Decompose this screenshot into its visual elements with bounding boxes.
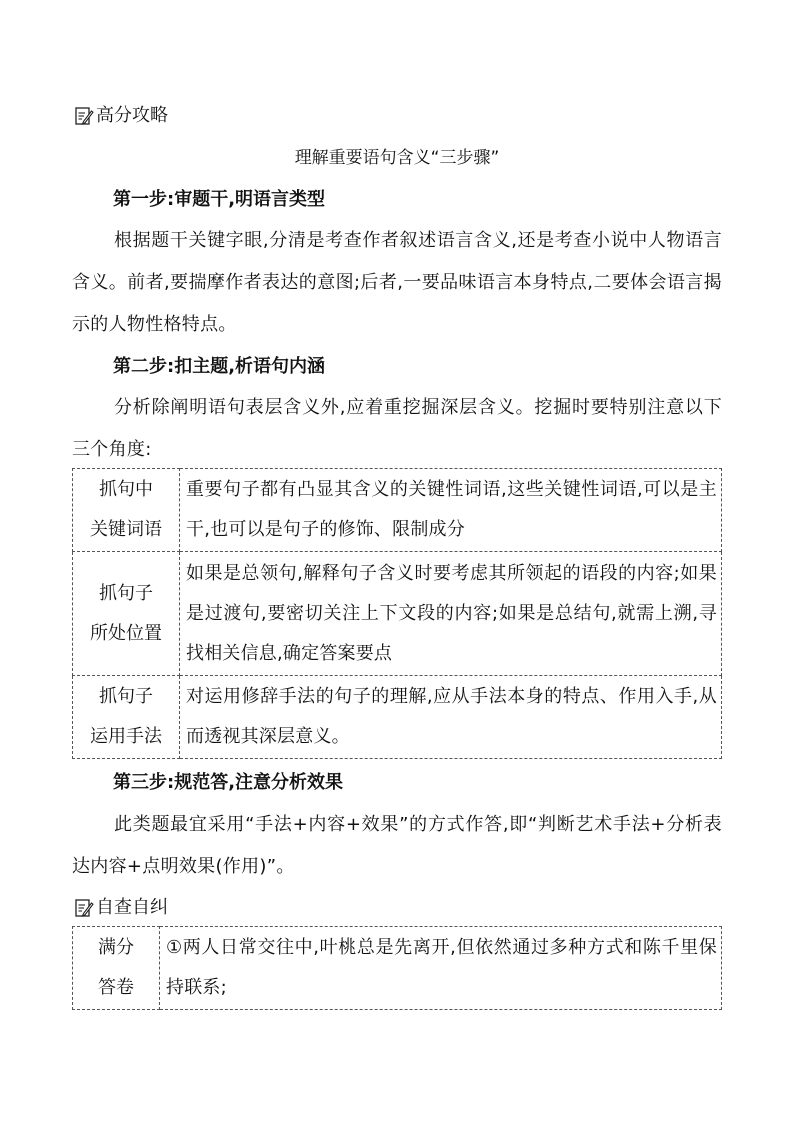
table-row-label [73,552,180,676]
label-line-2: 运用手法 [90,726,162,747]
label-line-1: 抓句中 [99,479,153,500]
analysis-angles-table [72,468,722,759]
table-row [73,469,722,552]
table-row [73,552,722,676]
table-row-content: 重要句子都有凸显其含义的关键性词语,这些关键性词语,可以是主干,也可以是句子的修饰、限制成分 [180,469,722,552]
table-row-label [73,676,180,759]
label-line-2: 答卷 [98,977,134,998]
label-line-2: 关键词语 [90,519,162,540]
table-row [73,927,722,1010]
table-row-content: 如果是总领句,解释句子含义时要考虑其所领起的语段的内容;如果是过渡句,要密切关注上下文段的内容;如果是总结句,就需上溯,寻找相关信息,确定答案要点 [180,552,722,676]
label-line-1: 抓句子 [99,686,153,707]
section-heading-strategy [74,104,168,128]
step-1-body: 根据题干关键字眼,分清是考查作者叙述语言含义,还是考查小说中人物语言含义。前者,要揣摩作者表达的意图;后者,一要品味语言本身特点,二要体会语言揭示的人物性格特点。 [72,230,722,335]
label-line-2: 所处位置 [90,622,162,644]
label-line-1: 抓句子 [99,582,153,604]
table-row-content: ①两人日常交往中,叶桃总是先离开,但依然通过多种方式和陈千里保持联系; [160,927,722,1010]
step-2-body: 分析除阐明语句表层含义外,应着重挖掘深层含义。挖掘时要特别注意以下三个角度: [72,397,722,460]
notepad-pencil-icon [74,106,94,126]
notepad-pencil-icon [74,898,94,918]
table-row-label [73,927,160,1010]
section-heading-text: 自查自纠 [96,897,168,918]
section-heading-self-check [74,896,168,920]
table-row-content: 对运用修辞手法的句子的理解,应从手法本身的特点、作用入手,从而透视其深层意义。 [180,676,722,759]
label-line-1: 满分 [98,937,134,958]
full-score-answer-table [72,926,722,1010]
step-3-body: 此类题最宜采用“手法+内容+效果”的方式作答,即“判断艺术手法+分析表达内容+点明效果(作用)”。 [72,814,722,877]
step-1-title: 第一步:审题干,明语言类型 [113,189,326,210]
article-title: 理解重要语句含义“三步骤” [294,148,500,168]
step-3-title: 第三步:规范答,注意分析效果 [113,772,344,793]
section-heading-text: 高分攻略 [96,105,168,126]
table-row-label [73,469,180,552]
table-row [73,676,722,759]
step-2-title: 第二步:扣主题,析语句内涵 [113,356,326,377]
